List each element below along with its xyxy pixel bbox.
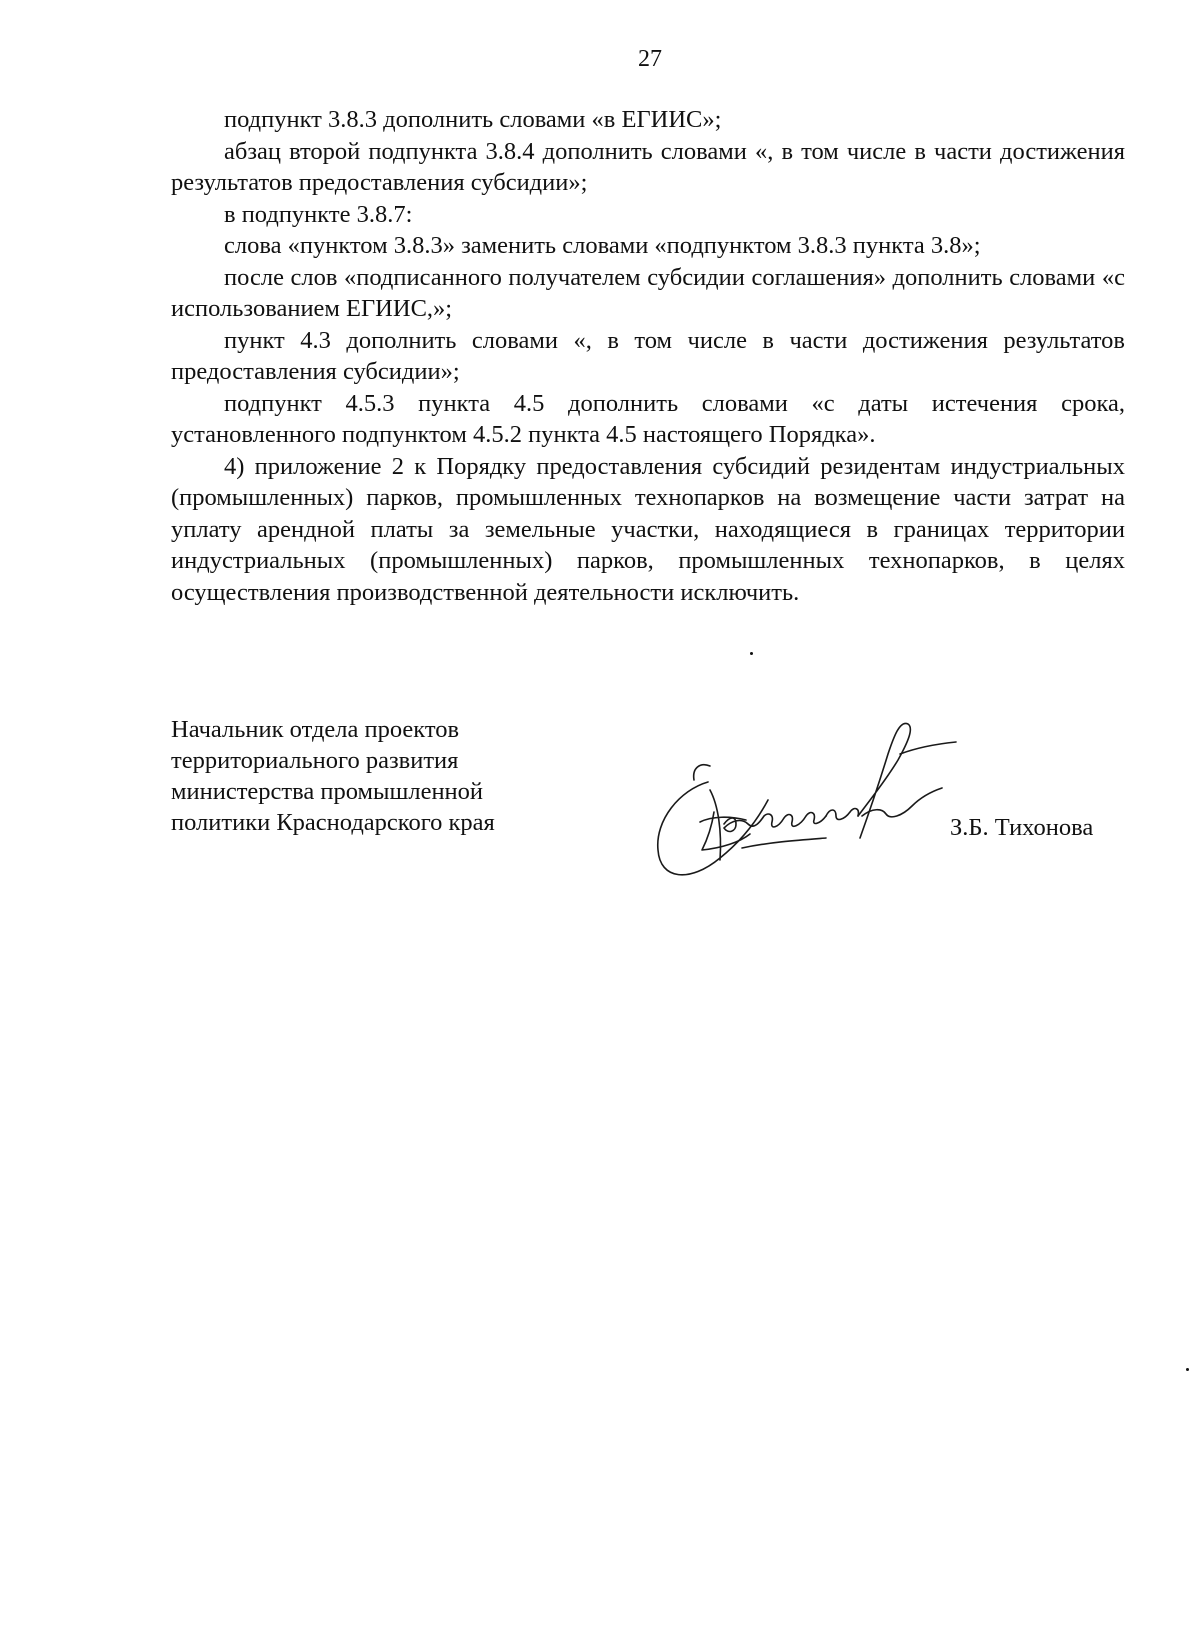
position-line: территориального развития [171,747,459,774]
paragraph-7: подпункт 4.5.3 пункта 4.5 дополнить словами «с даты истечения срока, установленного подпунктом 4.5.2 пункта 4.5 настоящего Порядка». [171,389,1125,448]
paragraph-8: 4) приложение 2 к Порядку предоставления субсидий резидентам индустриальных (промышленных) парков, промышленных технопарков на возмещение части затрат на уплату арендной платы за земельные участки, находящиеся в границах территории индустриальных (промышленных) парков, промышленных технопарков, в целях осуществления производственной деятельности исключить. [171,452,1125,606]
position-line: министерства промышленной [171,778,484,805]
paragraph-6: пункт 4.3 дополнить словами «, в том числе в части достижения результатов предоставления субсидии»; [171,326,1125,385]
scan-speck [750,652,753,655]
position-line: политики Краснодарского края [171,809,495,836]
paragraph-5: после слов «подписанного получателем субсидии соглашения» дополнить словами «с использованием ЕГИИС,»; [171,263,1125,322]
signatory-name: З.Б. Тихонова [950,814,1094,841]
handwritten-signature [650,720,990,895]
paragraph-2: абзац второй подпункта 3.8.4 дополнить словами «, в том числе в части достижения результатов предоставления субсидии»; [171,137,1125,196]
page-number: 27 [638,46,662,72]
paragraph-3: в подпункте 3.8.7: [224,200,413,228]
document-body [171,104,1125,608]
position-line: Начальник отдела проектов [171,716,460,743]
paragraph-1: подпункт 3.8.3 дополнить словами «в ЕГИИС»; [224,106,722,133]
signatory-position [171,714,495,838]
paragraph-4: слова «пунктом 3.8.3» заменить словами «подпунктом 3.8.3 пункта 3.8»; [224,232,981,259]
scan-speck [1186,1368,1189,1371]
